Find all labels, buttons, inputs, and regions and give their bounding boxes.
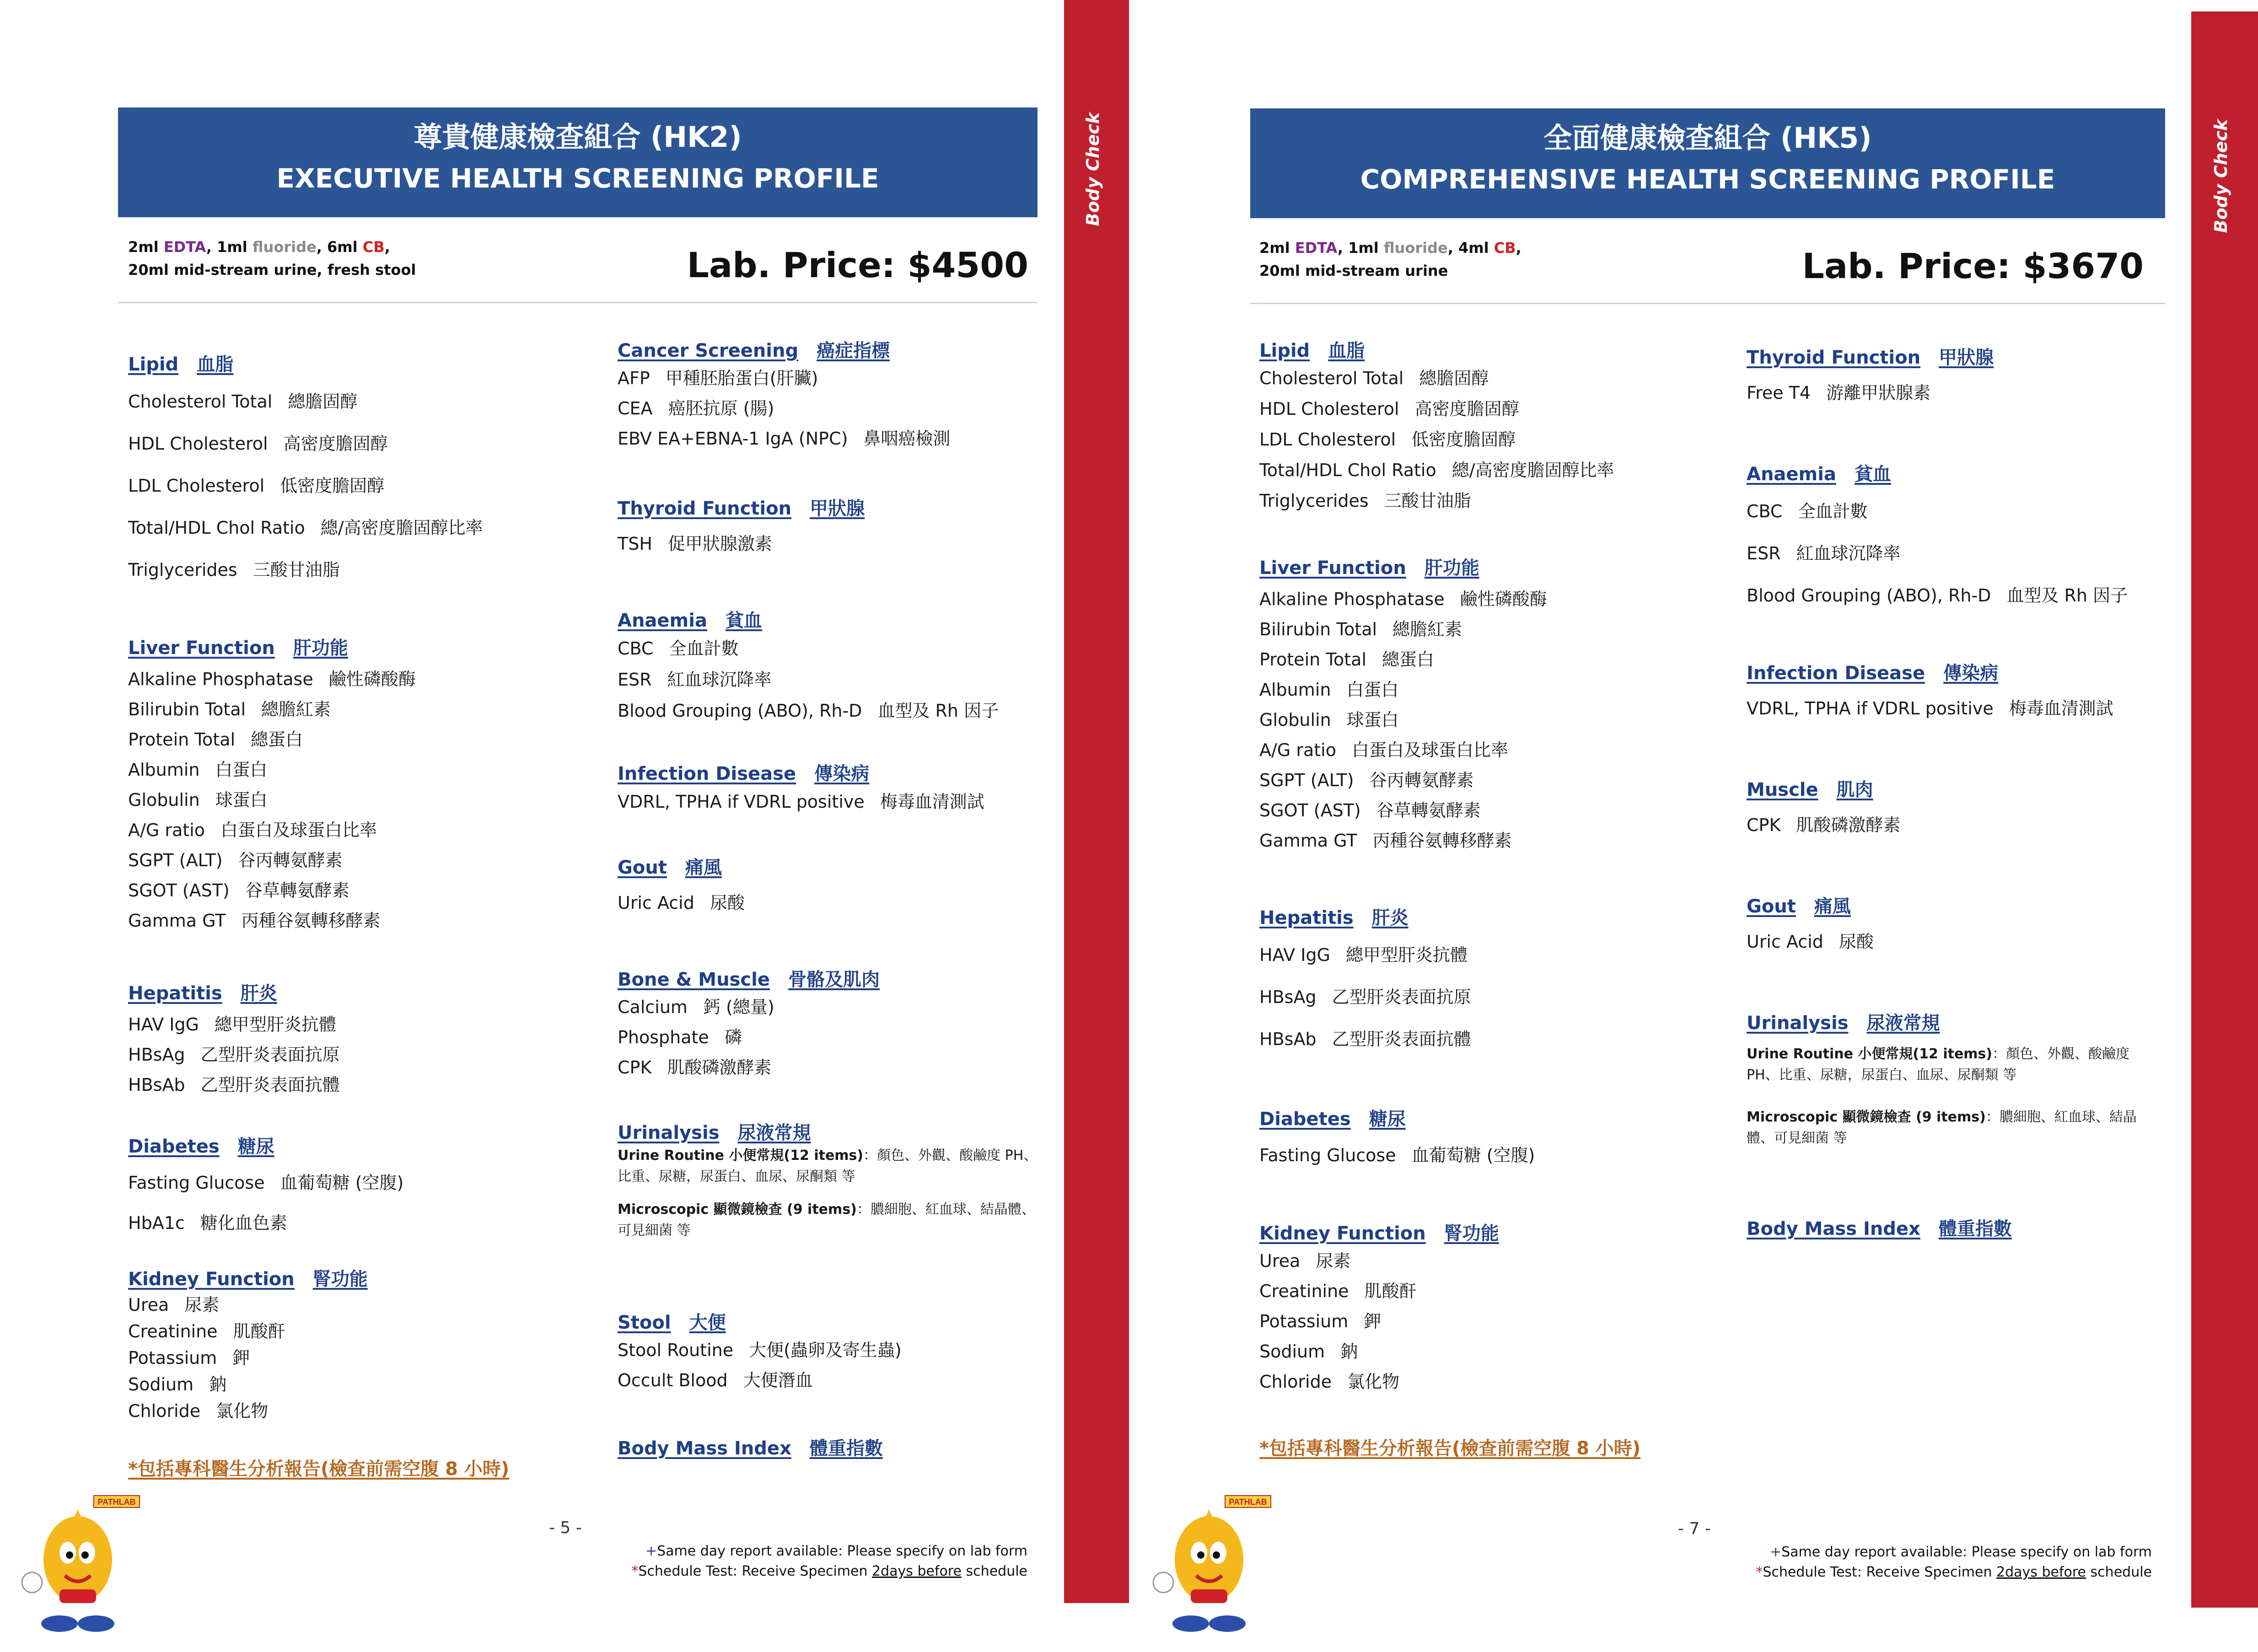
list-item: Potassium 鉀 [1259,1311,1382,1331]
section-title: Diabetes 糖尿 [128,1136,274,1157]
list-item: HDL Cholesterol 高密度膽固醇 [1259,399,1519,419]
list-item: Cholesterol Total 總膽固醇 [128,392,358,412]
section-stool [618,1308,902,1395]
section-title: Body Mass Index 體重指數 [1747,1218,2012,1239]
list-item: Occult Blood 大便潛血 [618,1370,813,1390]
list-item: Triglycerides 三酸甘油脂 [1259,491,1471,511]
section-thyroid-function [1747,343,1994,412]
list-item: Uric Acid 尿酸 [1747,932,1874,952]
list-item: Gamma GT 丙種谷氨轉移酵素 [1259,831,1512,851]
list-item: CBC 全血計數 [1747,501,1868,521]
mascot-icon [1145,1491,1273,1637]
section-infection-disease [1747,659,2113,728]
list-item: Blood Grouping (ABO), Rh-D 血型及 Rh 因子 [1747,585,2128,606]
list-item: CEA 癌胚抗原 (腸) [618,398,774,418]
same-day-note: +Same day report available: Please specify on lab form [1769,1544,2152,1560]
list-item: Blood Grouping (ABO), Rh-D 血型及 Rh 因子 [618,701,999,721]
section-liver-function [1259,553,1547,856]
list-item: LDL Cholesterol 低密度膽固醇 [128,476,385,496]
list-item: Potassium 鉀 [128,1348,250,1368]
section-title: Infection Disease 傳染病 [618,763,870,784]
section-gout [618,853,745,922]
list-item: Cholesterol Total 總膽固醇 [1259,368,1489,388]
profile-title-cn: 尊貴健康檢查組合 (HK2) [414,120,742,154]
list-item: Globulin 球蛋白 [128,790,268,810]
urine-microscopic: Microscopic 顯微鏡檢查 (9 items)：膿細胞、紅血球、結晶體、可見細菌 等 [1747,1109,2137,1146]
lab-price: Lab. Price: $4500 [687,245,1028,285]
specimen-requirements [128,236,416,281]
list-item: Bilirubin Total 總膽紅素 [1259,619,1462,639]
section-title: Hepatitis 肝炎 [1259,907,1409,928]
section-urinalysis [1747,1008,2158,1149]
specimen-line-1: 2ml EDTA, 1ml fluoride, 6ml CB, [128,238,390,256]
list-item: A/G ratio 白蛋白及球蛋白比率 [128,820,377,840]
mascot-logo [1145,1491,1273,1637]
section-title: Urinalysis 尿液常規 [618,1122,811,1143]
list-item: ESR 紅血球沉降率 [618,670,772,690]
section-kidney-function [1259,1219,1499,1397]
list-item: Alkaline Phosphatase 鹼性磷酸酶 [128,669,416,689]
list-item: HDL Cholesterol 高密度膽固醇 [128,434,388,454]
list-item: Stool Routine 大便(蟲卵及寄生蟲) [618,1340,902,1360]
section-thyroid-function [618,494,865,563]
list-item: CBC 全血計數 [618,638,739,659]
profile-title-en: COMPREHENSIVE HEALTH SCREENING PROFILE [1360,164,2055,195]
logo-text: PATHLAB [97,1497,136,1507]
section-title: Lipid 血脂 [128,354,234,375]
list-item: Globulin 球蛋白 [1259,710,1399,730]
section-title: Kidney Function 腎功能 [1259,1223,1499,1244]
section-liver-function [128,633,416,936]
specimen-line-1: 2ml EDTA, 1ml fluoride, 4ml CB, [1259,239,1521,257]
list-item: Albumin 白蛋白 [128,760,268,780]
section-title: Gout 痛風 [1747,896,1851,917]
list-item: Urea 尿素 [1259,1251,1351,1271]
section-title: Cancer Screening 癌症指標 [618,340,890,361]
same-day-note: +Same day report available: Please specify on lab form [645,1543,1027,1559]
urine-microscopic: Microscopic 顯微鏡檢查 (9 items)：膿細胞、紅血球、結晶體、可見細菌 等 [618,1201,1035,1239]
section-title: Body Mass Index 體重指數 [618,1438,883,1459]
list-item: Bilirubin Total 總膽紅素 [128,699,331,719]
page-number: - 5 - [549,1518,582,1537]
lab-price: Lab. Price: $3670 [1802,246,2144,286]
section-lipid [1259,336,1614,516]
footer-notes [631,1541,1027,1582]
section-infection-disease [618,759,984,817]
section-title: Kidney Function 腎功能 [128,1269,368,1290]
section-lipid [128,350,483,591]
profile-header [1250,108,2165,218]
side-label: Body Check [2211,119,2231,233]
specimen-line-2: 20ml mid-stream urine [1259,262,1448,279]
mascot-logo [14,1491,142,1637]
section-title: Urinalysis 尿液常規 [1747,1013,1940,1034]
section-hepatitis [1259,903,1471,1060]
list-item: Urea 尿素 [128,1295,220,1315]
section-muscle [1747,775,1900,844]
footer-notes [1756,1542,2152,1582]
list-item: HAV IgG 總甲型肝炎抗體 [128,1014,337,1035]
section-title: Lipid 血脂 [1259,340,1365,361]
side-bar [2191,11,2258,1608]
list-item: Fasting Glucose 血葡萄糖 (空腹) [1259,1145,1535,1165]
list-item: Protein Total 總蛋白 [1259,649,1435,670]
doctor-report-note: *包括專科醫生分析報告(檢查前需空腹 8 小時) [1259,1438,1641,1459]
list-item: AFP 甲種胚胎蛋白(肝臟) [618,368,818,388]
section-title: Liver Function 肝功能 [1259,558,1479,579]
list-item: HBsAg 乙型肝炎表面抗原 [128,1045,340,1065]
divider [118,302,1038,303]
list-item: SGOT (AST) 谷草轉氨酵素 [1259,800,1481,821]
section-title: Thyroid Function 甲狀腺 [1747,347,1994,368]
list-item: TSH 促甲狀腺激素 [618,534,772,554]
section-title: Gout 痛風 [618,857,722,878]
section-body-mass-index [618,1434,883,1464]
list-item: HbA1c 糖化血色素 [128,1213,287,1233]
section-title: Bone & Muscle 骨骼及肌肉 [618,969,880,990]
list-item: A/G ratio 白蛋白及球蛋白比率 [1259,740,1508,760]
list-item: Total/HDL Chol Ratio 總/高密度膽固醇比率 [1259,460,1614,480]
list-item: Creatinine 肌酸酐 [128,1321,285,1341]
section-kidney-function [128,1265,368,1424]
section-urinalysis [618,1118,1038,1241]
list-item: HBsAb 乙型肝炎表面抗體 [1259,1029,1471,1049]
logo-text: PATHLAB [1229,1497,1267,1507]
specimen-line-2: 20ml mid-stream urine, fresh stool [128,261,416,279]
list-item: Chloride 氯化物 [1259,1372,1400,1392]
list-item: VDRL, TPHA if VDRL positive 梅毒血清測試 [1747,698,2113,719]
section-anaemia [1747,460,2128,617]
section-gout [1747,892,1874,961]
list-item: VDRL, TPHA if VDRL positive 梅毒血清測試 [618,792,984,812]
list-item: CPK 肌酸磷激酵素 [618,1057,772,1078]
section-title: Anaemia 貧血 [1747,464,1891,485]
list-item: Total/HDL Chol Ratio 總/高密度膽固醇比率 [128,518,483,538]
page-number: - 7 - [1678,1519,1711,1538]
section-diabetes [1259,1105,1535,1175]
side-bar [1064,0,1129,1603]
section-title: Liver Function 肝功能 [128,638,348,659]
section-title: Infection Disease 傳染病 [1747,663,1999,684]
section-title: Anaemia 貧血 [618,610,762,631]
profile-header [118,107,1038,217]
section-anaemia [618,606,999,726]
list-item: SGPT (ALT) 谷丙轉氨酵素 [128,850,343,870]
section-cancer-screening [618,336,950,454]
section-title: Muscle 肌肉 [1747,779,1873,800]
list-item: LDL Cholesterol 低密度膽固醇 [1259,429,1516,450]
list-item: HAV IgG 總甲型肝炎抗體 [1259,945,1468,965]
list-item: CPK 肌酸磷激酵素 [1747,815,1901,835]
list-item: Fasting Glucose 血葡萄糖 (空腹) [128,1173,404,1193]
profile-title-en: EXECUTIVE HEALTH SCREENING PROFILE [276,163,879,194]
list-item: Alkaline Phosphatase 鹼性磷酸酶 [1259,589,1547,609]
list-item: SGOT (AST) 谷草轉氨酵素 [128,880,349,901]
section-bone-muscle [618,965,880,1083]
section-title: Diabetes 糖尿 [1259,1109,1406,1130]
section-body-mass-index [1747,1214,2012,1245]
divider [1250,303,2165,304]
list-item: ESR 紅血球沉降率 [1747,543,1901,563]
section-title: Hepatitis 肝炎 [128,983,277,1004]
list-item: Sodium 鈉 [1259,1341,1358,1362]
list-item: Uric Acid 尿酸 [618,893,745,913]
list-item: SGPT (ALT) 谷丙轉氨酵素 [1259,770,1474,790]
section-title: Thyroid Function 甲狀腺 [618,498,865,519]
page-right [1129,0,2258,1652]
specimen-requirements [1259,236,1521,282]
list-item: HBsAb 乙型肝炎表面抗體 [128,1075,340,1095]
mascot-icon [14,1491,142,1637]
doctor-report-note: *包括專科醫生分析報告(檢查前需空腹 8 小時) [128,1459,510,1480]
urine-routine: Urine Routine 小便常規(12 items)：顏色、外觀、酸鹼度 PH、比重、尿糖，尿蛋白、血尿、尿酮類 等 [618,1148,1038,1185]
list-item: HBsAg 乙型肝炎表面抗原 [1259,987,1471,1007]
side-label: Body Check [1083,112,1103,226]
section-diabetes [128,1132,403,1243]
schedule-note: *Schedule Test: Receive Specimen 2days before schedule [631,1563,1027,1579]
list-item: Protein Total 總蛋白 [128,729,303,750]
list-item: Sodium 鈉 [128,1374,227,1395]
list-item: Free T4 游離甲狀腺素 [1747,383,1931,403]
urine-routine: Urine Routine 小便常規(12 items)：顏色、外觀、酸鹼度 PH、比重、尿糖，尿蛋白、血尿、尿酮類 等 [1747,1046,2130,1083]
list-item: Gamma GT 丙種谷氨轉移酵素 [128,911,381,931]
section-hepatitis [128,979,340,1100]
list-item: Creatinine 肌酸酐 [1259,1281,1417,1301]
list-item: Triglycerides 三酸甘油脂 [128,560,340,580]
list-item: EBV EA+EBNA-1 IgA (NPC) 鼻咽癌檢測 [618,429,951,449]
schedule-note: *Schedule Test: Receive Specimen 2days before schedule [1756,1564,2152,1580]
list-item: Chloride 氯化物 [128,1401,269,1421]
list-item: Phosphate 磷 [618,1027,742,1047]
profile-title-cn: 全面健康檢查組合 (HK5) [1543,121,1872,155]
section-title: Stool 大便 [618,1312,726,1333]
list-item: Calcium 鈣 (總量) [618,997,774,1017]
list-item: Albumin 白蛋白 [1259,680,1399,700]
